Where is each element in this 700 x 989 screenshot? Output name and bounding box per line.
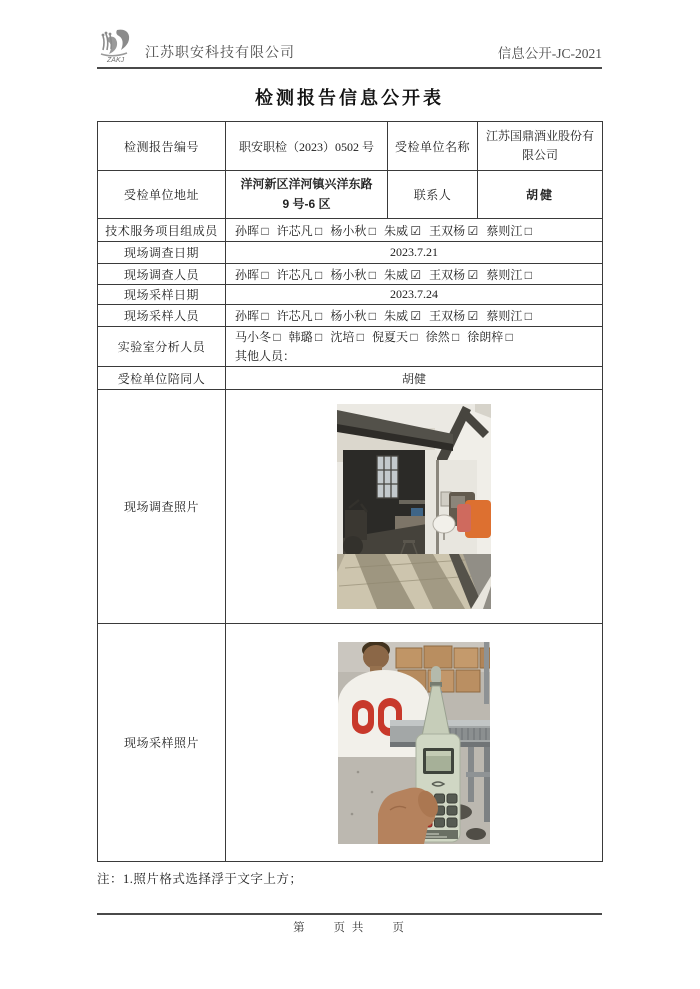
table-row	[98, 305, 603, 327]
sampling-date-label: 现场采样日期	[98, 285, 226, 305]
survey-photo	[337, 404, 491, 609]
survey-date-label: 现场调查日期	[98, 242, 226, 264]
member-checked: 王双杨 ☑	[429, 267, 479, 282]
survey-staff-label: 现场调查人员	[98, 264, 226, 285]
unit-addr-value	[226, 171, 388, 219]
lab-other-label: 其他人员：	[235, 348, 296, 363]
member-unchecked: 孙晖 □	[235, 223, 269, 238]
survey-staff-checkboxes	[226, 264, 603, 285]
company-logo	[97, 26, 141, 64]
member-checked: 朱威 ☑	[383, 309, 422, 323]
table-row	[98, 390, 603, 624]
escort-value: 胡健	[226, 367, 603, 390]
doc-code: 信息公开-JC-2021	[497, 46, 602, 61]
member-unchecked: 许芯凡 □	[276, 267, 323, 282]
member-checked: 朱威 ☑	[383, 223, 422, 238]
table-row	[98, 624, 603, 862]
table-row	[98, 327, 603, 367]
company-name: 江苏职安科技有限公司	[145, 46, 295, 61]
sampling-staff-label: 现场采样人员	[98, 305, 226, 327]
company-logo-icon	[97, 26, 141, 64]
survey-photo-cell	[226, 390, 603, 624]
logo-abbr-text: ZAKJ	[107, 57, 125, 64]
member-checked: 王双杨 ☑	[429, 309, 479, 323]
table-row	[98, 242, 603, 264]
table-row	[98, 171, 603, 219]
member-unchecked: 马小冬 □	[235, 330, 281, 344]
form-table	[97, 121, 603, 862]
member-unchecked: 沈培 □	[330, 330, 364, 344]
table-row	[98, 122, 603, 171]
contact-label: 联系人	[388, 171, 478, 219]
member-unchecked: 蔡则江 □	[486, 267, 532, 282]
footnote: 注：1.照片格式选择浮于文字上方；	[97, 872, 303, 887]
lab-staff-cell	[226, 327, 603, 367]
member-unchecked: 韩璐 □	[288, 330, 323, 344]
sampling-photo-label: 现场采样照片	[98, 624, 226, 862]
report-no-label: 检测报告编号	[98, 122, 226, 171]
survey-photo-label: 现场调查照片	[98, 390, 226, 624]
sampling-staff-checkboxes	[226, 305, 603, 327]
member-unchecked: 蔡则江 □	[486, 309, 532, 323]
unit-addr-label: 受检单位地址	[98, 171, 226, 219]
member-unchecked: 许芯凡 □	[276, 309, 323, 323]
unit-addr-line2: 9 号-6 区	[282, 196, 331, 211]
member-unchecked: 倪夏天 □	[371, 330, 418, 344]
member-unchecked: 杨小秋 □	[330, 223, 376, 238]
table-row	[98, 219, 603, 242]
page-title: 检测报告信息公开表	[255, 88, 444, 108]
tech-team-label: 技术服务项目组成员	[98, 219, 226, 242]
report-no-value: 职安职检（2023）0502 号	[226, 122, 388, 171]
sampling-date-value: 2023.7.24	[226, 285, 603, 305]
page-footer	[97, 913, 602, 935]
contact-value: 胡健	[478, 171, 603, 219]
lab-staff-label: 实验室分析人员	[98, 327, 226, 367]
member-unchecked: 徐然 □	[425, 330, 460, 344]
lab-staff-checkboxes	[235, 328, 599, 347]
member-unchecked: 孙晖 □	[235, 309, 269, 323]
member-unchecked: 蔡则江 □	[486, 223, 532, 238]
tech-team-checkboxes	[226, 219, 603, 242]
sampling-photo	[338, 642, 490, 844]
member-unchecked: 杨小秋 □	[330, 267, 376, 282]
page-number-text: 第 页 共 页	[293, 922, 406, 934]
survey-date-value: 2023.7.21	[226, 242, 603, 264]
member-checked: 朱威 ☑	[383, 267, 422, 282]
member-checked: 王双杨 ☑	[429, 223, 479, 238]
member-unchecked: 徐朗梓 □	[467, 330, 513, 344]
member-unchecked: 许芯凡 □	[276, 223, 323, 238]
member-unchecked: 杨小秋 □	[330, 309, 376, 323]
unit-name-label: 受检单位名称	[388, 122, 478, 171]
unit-name-value: 江苏国鼎酒业股份有限公司	[478, 122, 603, 171]
sampling-photo-cell	[226, 624, 603, 862]
escort-label: 受检单位陪同人	[98, 367, 226, 390]
table-row	[98, 285, 603, 305]
table-row	[98, 367, 603, 390]
unit-addr-line1: 洋河新区洋河镇兴洋东路	[240, 176, 373, 191]
page-header	[97, 26, 602, 69]
member-unchecked: 孙晖 □	[235, 267, 269, 282]
table-row	[98, 264, 603, 285]
